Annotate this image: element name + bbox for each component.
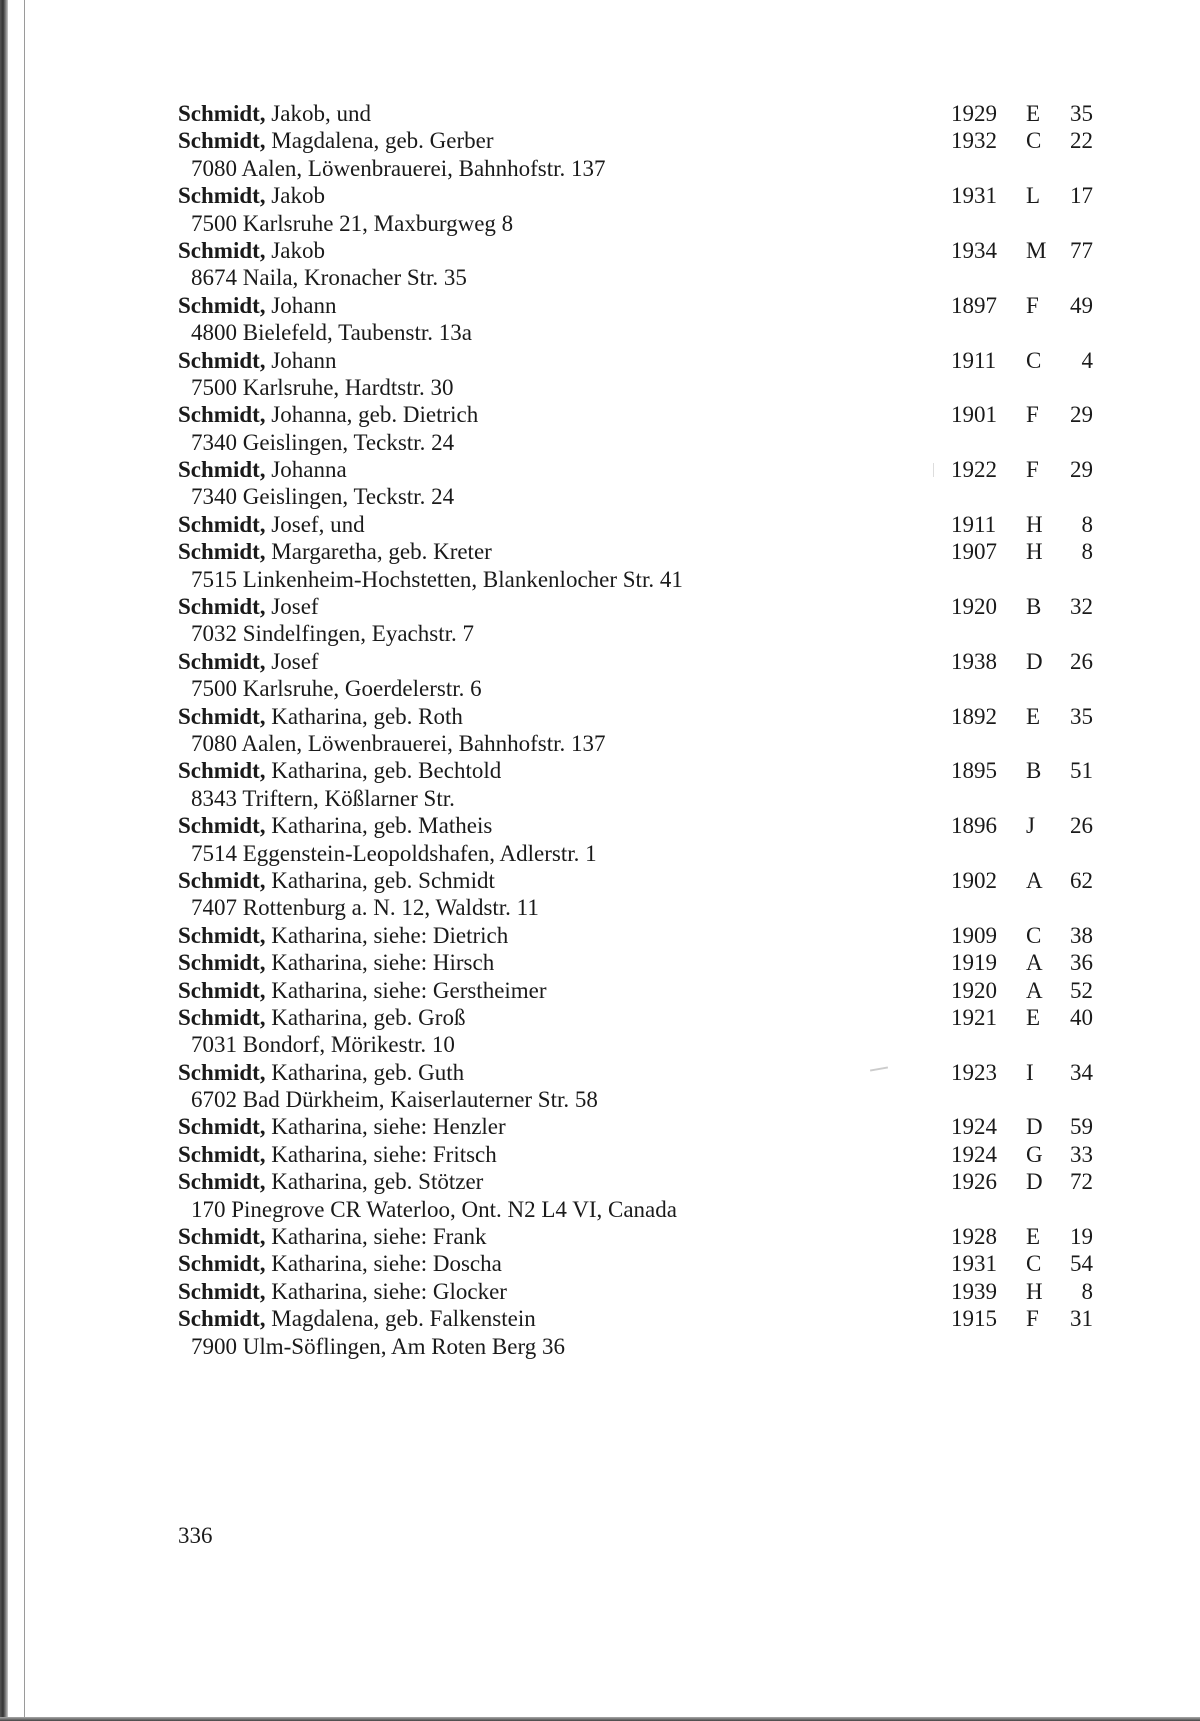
surname: Schmidt, <box>178 813 266 839</box>
register-number: 54 <box>1070 1251 1093 1277</box>
entry-name-line <box>178 237 1098 264</box>
register-letter: G <box>1026 1141 1043 1167</box>
scan-edge-shadow <box>0 0 8 1721</box>
register-letter: I <box>1026 1059 1034 1085</box>
birth-year: 1931 <box>951 1251 997 1277</box>
birth-year: 1924 <box>951 1141 997 1167</box>
register-letter: D <box>1026 648 1043 674</box>
birth-year: 1897 <box>951 292 997 318</box>
entry-name-line <box>178 100 1098 127</box>
reference-columns <box>178 1278 1098 1305</box>
entry-address-line: 7031 Bondorf, Mörikestr. 10 <box>191 1032 455 1058</box>
entry-address-line: 6702 Bad Dürkheim, Kaiserlauterner Str. 58 <box>191 1087 598 1113</box>
reference-columns <box>178 593 1098 620</box>
surname: Schmidt, <box>178 648 266 674</box>
reference-columns <box>178 977 1098 1004</box>
birth-year: 1926 <box>951 1169 997 1195</box>
entry-address-line: 8674 Naila, Kronacher Str. 35 <box>191 265 467 291</box>
given-name-details: Magdalena, geb. Falkenstein <box>265 1306 536 1332</box>
register-letter: E <box>1026 703 1041 729</box>
entry-address-line: 7080 Aalen, Löwenbrauerei, Bahnhofstr. 137 <box>191 155 606 181</box>
reference-columns <box>178 1113 1098 1140</box>
surname: Schmidt, <box>178 237 266 263</box>
entry-address-line: 7514 Eggenstein-Leopoldshafen, Adlerstr. 1 <box>191 840 597 866</box>
given-name-details: Katharina, siehe: Henzler <box>265 1114 506 1140</box>
reference-columns <box>178 812 1098 839</box>
entry-name-line <box>178 292 1098 319</box>
given-name-details: Johann <box>265 347 337 373</box>
birth-year: 1932 <box>951 128 997 154</box>
given-name-details: Katharina, geb. Groß <box>265 1004 466 1030</box>
given-name-details: Josef, und <box>265 511 365 537</box>
register-letter: A <box>1026 950 1043 976</box>
register-number: 8 <box>1081 539 1093 565</box>
birth-year: 1920 <box>951 977 997 1003</box>
given-name-details: Katharina, geb. Schmidt <box>265 867 495 893</box>
register-letter: A <box>1026 977 1043 1003</box>
entry-address-line: 7500 Karlsruhe, Hardtstr. 30 <box>191 374 454 400</box>
birth-year: 1901 <box>951 402 997 428</box>
register-number: 26 <box>1070 813 1093 839</box>
entry-name-line <box>178 648 1098 675</box>
entry-address-line: 7340 Geislingen, Teckstr. 24 <box>191 484 455 510</box>
surname: Schmidt, <box>178 1141 266 1167</box>
entry-address-line: 7080 Aalen, Löwenbrauerei, Bahnhofstr. 137 <box>191 730 606 756</box>
register-number: 62 <box>1070 867 1093 893</box>
birth-year: 1921 <box>951 1004 997 1030</box>
birth-year: 1920 <box>951 594 997 620</box>
surname: Schmidt, <box>178 1278 266 1304</box>
given-name-details: Katharina, siehe: Dietrich <box>265 922 509 948</box>
register-letter: F <box>1026 402 1039 428</box>
surname: Schmidt, <box>178 1114 266 1140</box>
entry-name-line <box>178 812 1098 839</box>
entry-name-line <box>178 1113 1098 1140</box>
register-number: 38 <box>1070 922 1093 948</box>
surname: Schmidt, <box>178 402 266 428</box>
given-name-details: Jakob, und <box>265 101 371 126</box>
birth-year: 1928 <box>951 1224 997 1250</box>
reference-columns <box>178 347 1098 374</box>
birth-year: 1896 <box>951 813 997 839</box>
reference-columns <box>178 511 1098 538</box>
reference-columns <box>178 456 1098 483</box>
given-name-details: Johanna <box>265 457 347 483</box>
entry-name-line <box>178 127 1098 154</box>
register-number: 8 <box>1081 511 1093 537</box>
given-name-details: Josef <box>265 594 319 620</box>
register-number: 51 <box>1070 758 1093 784</box>
birth-year: 1911 <box>951 347 997 373</box>
register-number: 17 <box>1070 183 1093 209</box>
entry-name-line <box>178 401 1098 428</box>
given-name-details: Katharina, geb. Roth <box>265 703 463 729</box>
register-letter: D <box>1026 1114 1043 1140</box>
entry-name-line <box>178 867 1098 894</box>
birth-year: 1895 <box>951 758 997 784</box>
register-letter: C <box>1026 1251 1042 1277</box>
entry-name-line <box>178 1223 1098 1250</box>
reference-columns <box>178 1250 1098 1277</box>
register-letter: A <box>1026 867 1043 893</box>
surname: Schmidt, <box>178 101 266 126</box>
birth-year: 1892 <box>951 703 997 729</box>
entry-name-line <box>178 593 1098 620</box>
given-name-details: Katharina, siehe: Gerstheimer <box>265 977 547 1003</box>
reference-columns <box>178 757 1098 784</box>
surname: Schmidt, <box>178 1169 266 1195</box>
register-number: 8 <box>1081 1278 1093 1304</box>
register-number: 33 <box>1070 1141 1093 1167</box>
register-letter: C <box>1026 922 1042 948</box>
directory-listing <box>178 100 1098 1360</box>
given-name-details: Josef <box>265 648 319 674</box>
entry-address-line: 7340 Geislingen, Teckstr. 24 <box>191 429 455 455</box>
birth-year: 1907 <box>951 539 997 565</box>
surname: Schmidt, <box>178 183 266 209</box>
given-name-details: Katharina, siehe: Frank <box>265 1224 487 1250</box>
surname: Schmidt, <box>178 922 266 948</box>
register-number: 4 <box>1081 347 1093 373</box>
surname: Schmidt, <box>178 1224 266 1250</box>
page-number: 336 <box>178 1523 213 1548</box>
birth-year: 1934 <box>951 237 997 263</box>
register-letter: E <box>1026 1004 1041 1030</box>
page-edge-line <box>24 0 25 1721</box>
reference-columns <box>178 292 1098 319</box>
reference-columns <box>178 1223 1098 1250</box>
entry-address-line: 7032 Sindelfingen, Eyachstr. 7 <box>191 621 474 647</box>
register-letter: B <box>1026 594 1042 620</box>
surname: Schmidt, <box>178 977 266 1003</box>
surname: Schmidt, <box>178 347 266 373</box>
given-name-details: Katharina, geb. Matheis <box>265 813 493 839</box>
surname: Schmidt, <box>178 1306 266 1332</box>
register-number: 59 <box>1070 1114 1093 1140</box>
entry-name-line <box>178 182 1098 209</box>
entry-name-line <box>178 456 1098 483</box>
birth-year: 1919 <box>951 950 997 976</box>
entry-name-line <box>178 949 1098 976</box>
entry-name-line <box>178 538 1098 565</box>
birth-year: 1939 <box>951 1278 997 1304</box>
register-letter: F <box>1026 457 1039 483</box>
given-name-details: Magdalena, geb. Gerber <box>265 128 494 154</box>
entry-address-line: 7515 Linkenheim-Hochstetten, Blankenlocher Str. 41 <box>191 566 683 592</box>
register-number: 36 <box>1070 950 1093 976</box>
register-letter: L <box>1026 183 1041 209</box>
reference-columns <box>178 127 1098 154</box>
birth-year: 1923 <box>951 1059 997 1085</box>
register-letter: H <box>1026 539 1043 565</box>
given-name-details: Jakob <box>265 183 325 209</box>
register-letter: H <box>1026 1278 1043 1304</box>
reference-columns <box>178 1305 1098 1332</box>
reference-columns <box>178 100 1098 127</box>
birth-year: 1915 <box>951 1306 997 1332</box>
register-number: 29 <box>1070 402 1093 428</box>
register-letter: F <box>1026 292 1039 318</box>
register-number: 26 <box>1070 648 1093 674</box>
given-name-details: Katharina, geb. Guth <box>265 1059 465 1085</box>
reference-columns <box>178 182 1098 209</box>
entry-name-line <box>178 1305 1098 1332</box>
birth-year: 1922 <box>951 457 997 483</box>
surname: Schmidt, <box>178 1059 266 1085</box>
surname: Schmidt, <box>178 128 266 154</box>
birth-year: 1909 <box>951 922 997 948</box>
register-letter: B <box>1026 758 1042 784</box>
entry-name-line <box>178 1250 1098 1277</box>
register-number: 35 <box>1070 101 1093 126</box>
register-letter: J <box>1026 813 1035 839</box>
surname: Schmidt, <box>178 1251 266 1277</box>
register-letter: E <box>1026 1224 1041 1250</box>
register-number: 29 <box>1070 457 1093 483</box>
register-number: 32 <box>1070 594 1093 620</box>
register-number: 72 <box>1070 1169 1093 1195</box>
reference-columns <box>178 949 1098 976</box>
scan-bottom-edge <box>0 1717 1200 1721</box>
entry-address-line: 4800 Bielefeld, Taubenstr. 13a <box>191 320 472 346</box>
entry-name-line <box>178 977 1098 1004</box>
given-name-details: Katharina, siehe: Glocker <box>265 1278 507 1304</box>
surname: Schmidt, <box>178 867 266 893</box>
birth-year: 1924 <box>951 1114 997 1140</box>
surname: Schmidt, <box>178 539 266 565</box>
reference-columns <box>178 1004 1098 1031</box>
given-name-details: Katharina, geb. Stötzer <box>265 1169 484 1195</box>
register-letter: D <box>1026 1169 1043 1195</box>
entry-name-line <box>178 757 1098 784</box>
given-name-details: Katharina, geb. Bechtold <box>265 758 502 784</box>
birth-year: 1902 <box>951 867 997 893</box>
reference-columns <box>178 922 1098 949</box>
entry-name-line <box>178 347 1098 374</box>
reference-columns <box>178 401 1098 428</box>
surname: Schmidt, <box>178 950 266 976</box>
entry-address-line: 8343 Triftern, Kößlarner Str. <box>191 785 455 811</box>
entry-name-line <box>178 1059 1098 1086</box>
birth-year: 1938 <box>951 648 997 674</box>
register-number: 35 <box>1070 703 1093 729</box>
surname: Schmidt, <box>178 511 266 537</box>
entry-name-line <box>178 1168 1098 1195</box>
register-number: 19 <box>1070 1224 1093 1250</box>
entry-address-line: 170 Pinegrove CR Waterloo, Ont. N2 L4 VI, Canada <box>191 1196 677 1222</box>
register-number: 40 <box>1070 1004 1093 1030</box>
register-number: 22 <box>1070 128 1093 154</box>
given-name-details: Margaretha, geb. Kreter <box>265 539 492 565</box>
given-name-details: Katharina, siehe: Fritsch <box>265 1141 497 1167</box>
birth-year: 1931 <box>951 183 997 209</box>
surname: Schmidt, <box>178 594 266 620</box>
register-letter: M <box>1026 237 1047 263</box>
entry-address-line: 7407 Rottenburg a. N. 12, Waldstr. 11 <box>191 895 539 921</box>
register-letter: E <box>1026 101 1041 126</box>
surname: Schmidt, <box>178 292 266 318</box>
reference-columns <box>178 1168 1098 1195</box>
surname: Schmidt, <box>178 457 266 483</box>
entry-address-line: 7500 Karlsruhe, Goerdelerstr. 6 <box>191 676 482 702</box>
register-letter: C <box>1026 347 1042 373</box>
reference-columns <box>178 648 1098 675</box>
register-number: 77 <box>1070 237 1093 263</box>
surname: Schmidt, <box>178 1004 266 1030</box>
register-number: 31 <box>1070 1306 1093 1332</box>
given-name-details: Johann <box>265 292 337 318</box>
entry-name-line <box>178 511 1098 538</box>
reference-columns <box>178 1059 1098 1086</box>
birth-year: 1929 <box>951 101 997 126</box>
entry-address-line: 7900 Ulm-Söflingen, Am Roten Berg 36 <box>191 1333 565 1359</box>
birth-year: 1911 <box>951 511 997 537</box>
given-name-details: Katharina, siehe: Hirsch <box>265 950 495 976</box>
entry-name-line <box>178 1004 1098 1031</box>
given-name-details: Katharina, siehe: Doscha <box>265 1251 502 1277</box>
register-letter: H <box>1026 511 1043 537</box>
register-letter: F <box>1026 1306 1039 1332</box>
entry-name-line <box>178 1141 1098 1168</box>
given-name-details: Johanna, geb. Dietrich <box>265 402 479 428</box>
reference-columns <box>178 1141 1098 1168</box>
given-name-details: Jakob <box>265 237 325 263</box>
reference-columns <box>178 867 1098 894</box>
register-number: 49 <box>1070 292 1093 318</box>
reference-columns <box>178 703 1098 730</box>
entry-name-line <box>178 1278 1098 1305</box>
register-letter: C <box>1026 128 1042 154</box>
register-number: 52 <box>1070 977 1093 1003</box>
surname: Schmidt, <box>178 703 266 729</box>
surname: Schmidt, <box>178 758 266 784</box>
entry-name-line <box>178 703 1098 730</box>
entry-address-line: 7500 Karlsruhe 21, Maxburgweg 8 <box>191 210 514 236</box>
reference-columns <box>178 538 1098 565</box>
reference-columns <box>178 237 1098 264</box>
register-number: 34 <box>1070 1059 1093 1085</box>
entry-name-line <box>178 922 1098 949</box>
